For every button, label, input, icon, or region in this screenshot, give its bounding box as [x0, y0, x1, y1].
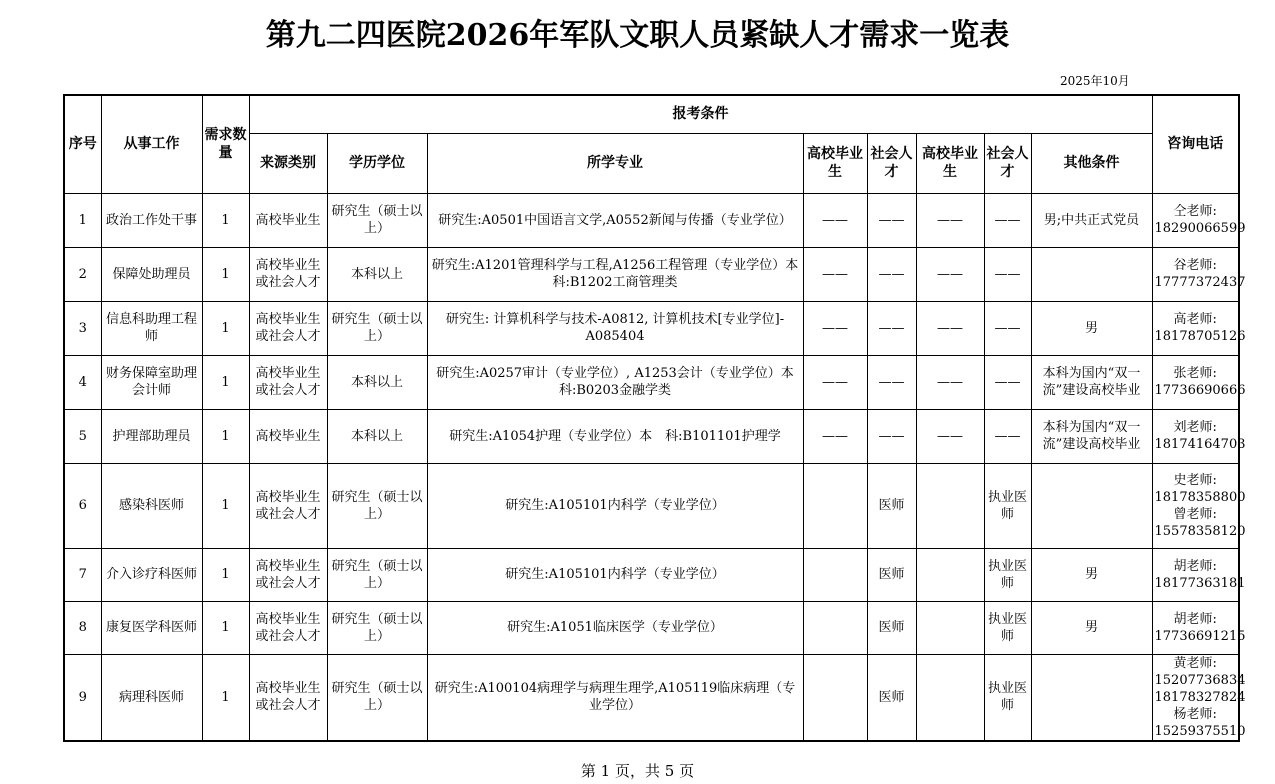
phone-line: 胡老师:	[1173, 611, 1217, 627]
cell-graduate-1	[803, 463, 867, 548]
cell-graduate-2: ——	[916, 301, 984, 355]
document-date: 2025年10月	[1060, 74, 1130, 88]
cell-source: 高校毕业生或社会人才	[249, 463, 327, 548]
header-job: 从事工作	[101, 95, 202, 193]
cell-count: 1	[202, 601, 249, 654]
cell-graduate-2: ——	[916, 409, 984, 463]
cell-graduate-1	[803, 601, 867, 654]
cell-job: 病理科医师	[101, 654, 202, 741]
table-row	[64, 463, 1239, 548]
cell-social-2: 执业医师	[984, 601, 1031, 654]
cell-social-1: ——	[867, 193, 916, 247]
cell-source: 高校毕业生或社会人才	[249, 654, 327, 741]
cell-source: 高校毕业生或社会人才	[249, 601, 327, 654]
table-row	[64, 409, 1239, 463]
cell-major: 研究生:A1054护理（专业学位）本 科:B101101护理学	[427, 409, 803, 463]
header-other: 其他条件	[1031, 133, 1152, 193]
cell-graduate-2	[916, 548, 984, 601]
cell-job: 康复医学科医师	[101, 601, 202, 654]
cell-index: 2	[64, 247, 101, 301]
cell-count: 1	[202, 247, 249, 301]
cell-degree: 本科以上	[327, 355, 427, 409]
cell-social-2: 执业医师	[984, 654, 1031, 741]
cell-phone	[1152, 601, 1246, 654]
table-row	[64, 654, 1239, 741]
phone-line: 15578358120	[1154, 523, 1246, 539]
cell-index: 5	[64, 409, 101, 463]
cell-job: 感染科医师	[101, 463, 202, 548]
cell-source: 高校毕业生	[249, 193, 327, 247]
cell-graduate-2: ——	[916, 193, 984, 247]
table-row	[64, 193, 1239, 247]
cell-graduate-2	[916, 654, 984, 741]
cell-other: 男	[1031, 601, 1152, 654]
cell-count: 1	[202, 654, 249, 741]
phone-line: 18177363181	[1154, 575, 1246, 591]
cell-source: 高校毕业生或社会人才	[249, 355, 327, 409]
cell-other	[1031, 654, 1152, 741]
cell-phone	[1152, 301, 1246, 355]
cell-count: 1	[202, 463, 249, 548]
cell-index: 3	[64, 301, 101, 355]
phone-line: 胡老师:	[1173, 558, 1217, 574]
cell-graduate-1: ——	[803, 247, 867, 301]
cell-phone	[1152, 548, 1246, 601]
cell-social-1: 医师	[867, 548, 916, 601]
cell-phone	[1152, 463, 1246, 548]
cell-count: 1	[202, 193, 249, 247]
header-major: 所学专业	[427, 133, 803, 193]
cell-social-2: ——	[984, 247, 1031, 301]
cell-other: 男	[1031, 548, 1152, 601]
table-body	[64, 193, 1246, 741]
cell-other: 本科为国内“双一流”建设高校毕业	[1031, 409, 1152, 463]
table-row	[64, 601, 1239, 654]
cell-degree: 研究生（硕士以上）	[327, 601, 427, 654]
header-index: 序号	[64, 95, 101, 193]
cell-graduate-2	[916, 463, 984, 548]
cell-social-2: ——	[984, 193, 1031, 247]
cell-source: 高校毕业生或社会人才	[249, 301, 327, 355]
cell-social-2: ——	[984, 301, 1031, 355]
phone-line: 18174164703	[1154, 437, 1246, 452]
header-social-1: 社会人才	[867, 133, 916, 193]
phone-line: 15259375510	[1154, 723, 1246, 739]
phone-line: 黄老师:	[1173, 655, 1217, 671]
cell-major: 研究生:A1201管理科学与工程,A1256工程管理（专业学位）本科:B1202工商管理类	[427, 247, 803, 301]
cell-graduate-1: ——	[803, 355, 867, 409]
cell-graduate-1: ——	[803, 301, 867, 355]
cell-phone	[1152, 193, 1246, 247]
page-title: 第九二四医院2026年军队文职人员紧缺人才需求一览表	[265, 18, 1010, 53]
cell-social-1: ——	[867, 247, 916, 301]
cell-social-2: 执业医师	[984, 548, 1031, 601]
phone-line: 刘老师:	[1173, 420, 1217, 435]
cell-social-1: 医师	[867, 463, 916, 548]
cell-other: 男	[1031, 301, 1152, 355]
cell-job: 护理部助理员	[101, 409, 202, 463]
cell-phone	[1152, 247, 1246, 301]
cell-index: 4	[64, 355, 101, 409]
cell-graduate-2: ——	[916, 355, 984, 409]
phone-line: 17736690666	[1154, 383, 1246, 398]
phone-line: 15207736834	[1154, 672, 1246, 688]
header-graduate-1: 高校毕业生	[803, 133, 867, 193]
cell-degree: 研究生（硕士以上）	[327, 301, 427, 355]
phone-line: 仝老师:	[1173, 204, 1217, 219]
phone-line: 18178327824	[1154, 689, 1246, 705]
cell-phone	[1152, 409, 1246, 463]
cell-count: 1	[202, 355, 249, 409]
cell-count: 1	[202, 301, 249, 355]
cell-index: 8	[64, 601, 101, 654]
cell-major: 研究生:A100104病理学与病理生理学,A105119临床病理（专业学位）	[427, 654, 803, 741]
cell-social-1: 医师	[867, 601, 916, 654]
cell-graduate-2: ——	[916, 247, 984, 301]
phone-line: 张老师:	[1173, 366, 1217, 381]
cell-social-1: ——	[867, 301, 916, 355]
cell-index: 7	[64, 548, 101, 601]
phone-line: 18290066599	[1154, 221, 1246, 236]
header-conditions: 报考条件	[249, 95, 1152, 133]
cell-count: 1	[202, 409, 249, 463]
header-social-2: 社会人才	[984, 133, 1031, 193]
cell-job: 信息科助理工程师	[101, 301, 202, 355]
cell-other: 男;中共正式党员	[1031, 193, 1152, 247]
cell-count: 1	[202, 548, 249, 601]
cell-other	[1031, 463, 1152, 548]
cell-job: 政治工作处干事	[101, 193, 202, 247]
cell-other: 本科为国内“双一流”建设高校毕业	[1031, 355, 1152, 409]
cell-degree: 研究生（硕士以上）	[327, 193, 427, 247]
cell-graduate-1: ——	[803, 409, 867, 463]
phone-line: 史老师:	[1173, 472, 1217, 488]
cell-degree: 本科以上	[327, 247, 427, 301]
cell-major: 研究生:A105101内科学（专业学位）	[427, 463, 803, 548]
cell-source: 高校毕业生或社会人才	[249, 247, 327, 301]
phone-line: 杨老师:	[1173, 706, 1217, 722]
cell-graduate-2	[916, 601, 984, 654]
header-source: 来源类别	[249, 133, 327, 193]
cell-job: 保障处助理员	[101, 247, 202, 301]
phone-line: 18178358800	[1154, 489, 1246, 505]
cell-phone	[1152, 654, 1246, 741]
cell-index: 6	[64, 463, 101, 548]
requirements-table	[63, 94, 1246, 742]
header-degree: 学历学位	[327, 133, 427, 193]
cell-degree: 研究生（硕士以上）	[327, 548, 427, 601]
cell-social-1: ——	[867, 355, 916, 409]
phone-line: 18178705126	[1154, 329, 1246, 344]
phone-line: 曾老师:	[1173, 506, 1217, 522]
cell-social-1: ——	[867, 409, 916, 463]
table-row	[64, 548, 1239, 601]
cell-major: 研究生:A0501中国语言文学,A0552新闻与传播（专业学位）	[427, 193, 803, 247]
header-graduate-2: 高校毕业生	[916, 133, 984, 193]
cell-job: 财务保障室助理会计师	[101, 355, 202, 409]
cell-other	[1031, 247, 1152, 301]
cell-index: 9	[64, 654, 101, 741]
cell-degree: 本科以上	[327, 409, 427, 463]
header-phone: 咨询电话	[1152, 95, 1239, 193]
cell-graduate-1	[803, 654, 867, 741]
table-row	[64, 247, 1239, 301]
cell-major: 研究生:A105101内科学（专业学位）	[427, 548, 803, 601]
cell-source: 高校毕业生或社会人才	[249, 548, 327, 601]
phone-line: 谷老师:	[1173, 258, 1217, 273]
cell-social-2: ——	[984, 409, 1031, 463]
page-footer: 第 1 页，共 5 页	[580, 762, 695, 780]
cell-index: 1	[64, 193, 101, 247]
cell-graduate-1: ——	[803, 193, 867, 247]
header-count: 需求数量	[202, 95, 249, 193]
cell-major: 研究生: 计算机科学与技术-A0812, 计算机技术[专业学位]-A085404	[427, 301, 803, 355]
phone-line: 高老师:	[1173, 312, 1217, 327]
cell-social-2: 执业医师	[984, 463, 1031, 548]
phone-line: 17777372437	[1154, 275, 1246, 290]
cell-major: 研究生:A0257审计（专业学位）, A1253会计（专业学位）本 科:B0203金融学类	[427, 355, 803, 409]
phone-line: 17736691215	[1154, 628, 1246, 644]
cell-degree: 研究生（硕士以上）	[327, 654, 427, 741]
table-row	[64, 355, 1239, 409]
cell-job: 介入诊疗科医师	[101, 548, 202, 601]
cell-social-2: ——	[984, 355, 1031, 409]
cell-source: 高校毕业生	[249, 409, 327, 463]
cell-graduate-1	[803, 548, 867, 601]
table-row	[64, 301, 1239, 355]
cell-major: 研究生:A1051临床医学（专业学位）	[427, 601, 803, 654]
cell-phone	[1152, 355, 1246, 409]
cell-social-1: 医师	[867, 654, 916, 741]
cell-degree: 研究生（硕士以上）	[327, 463, 427, 548]
